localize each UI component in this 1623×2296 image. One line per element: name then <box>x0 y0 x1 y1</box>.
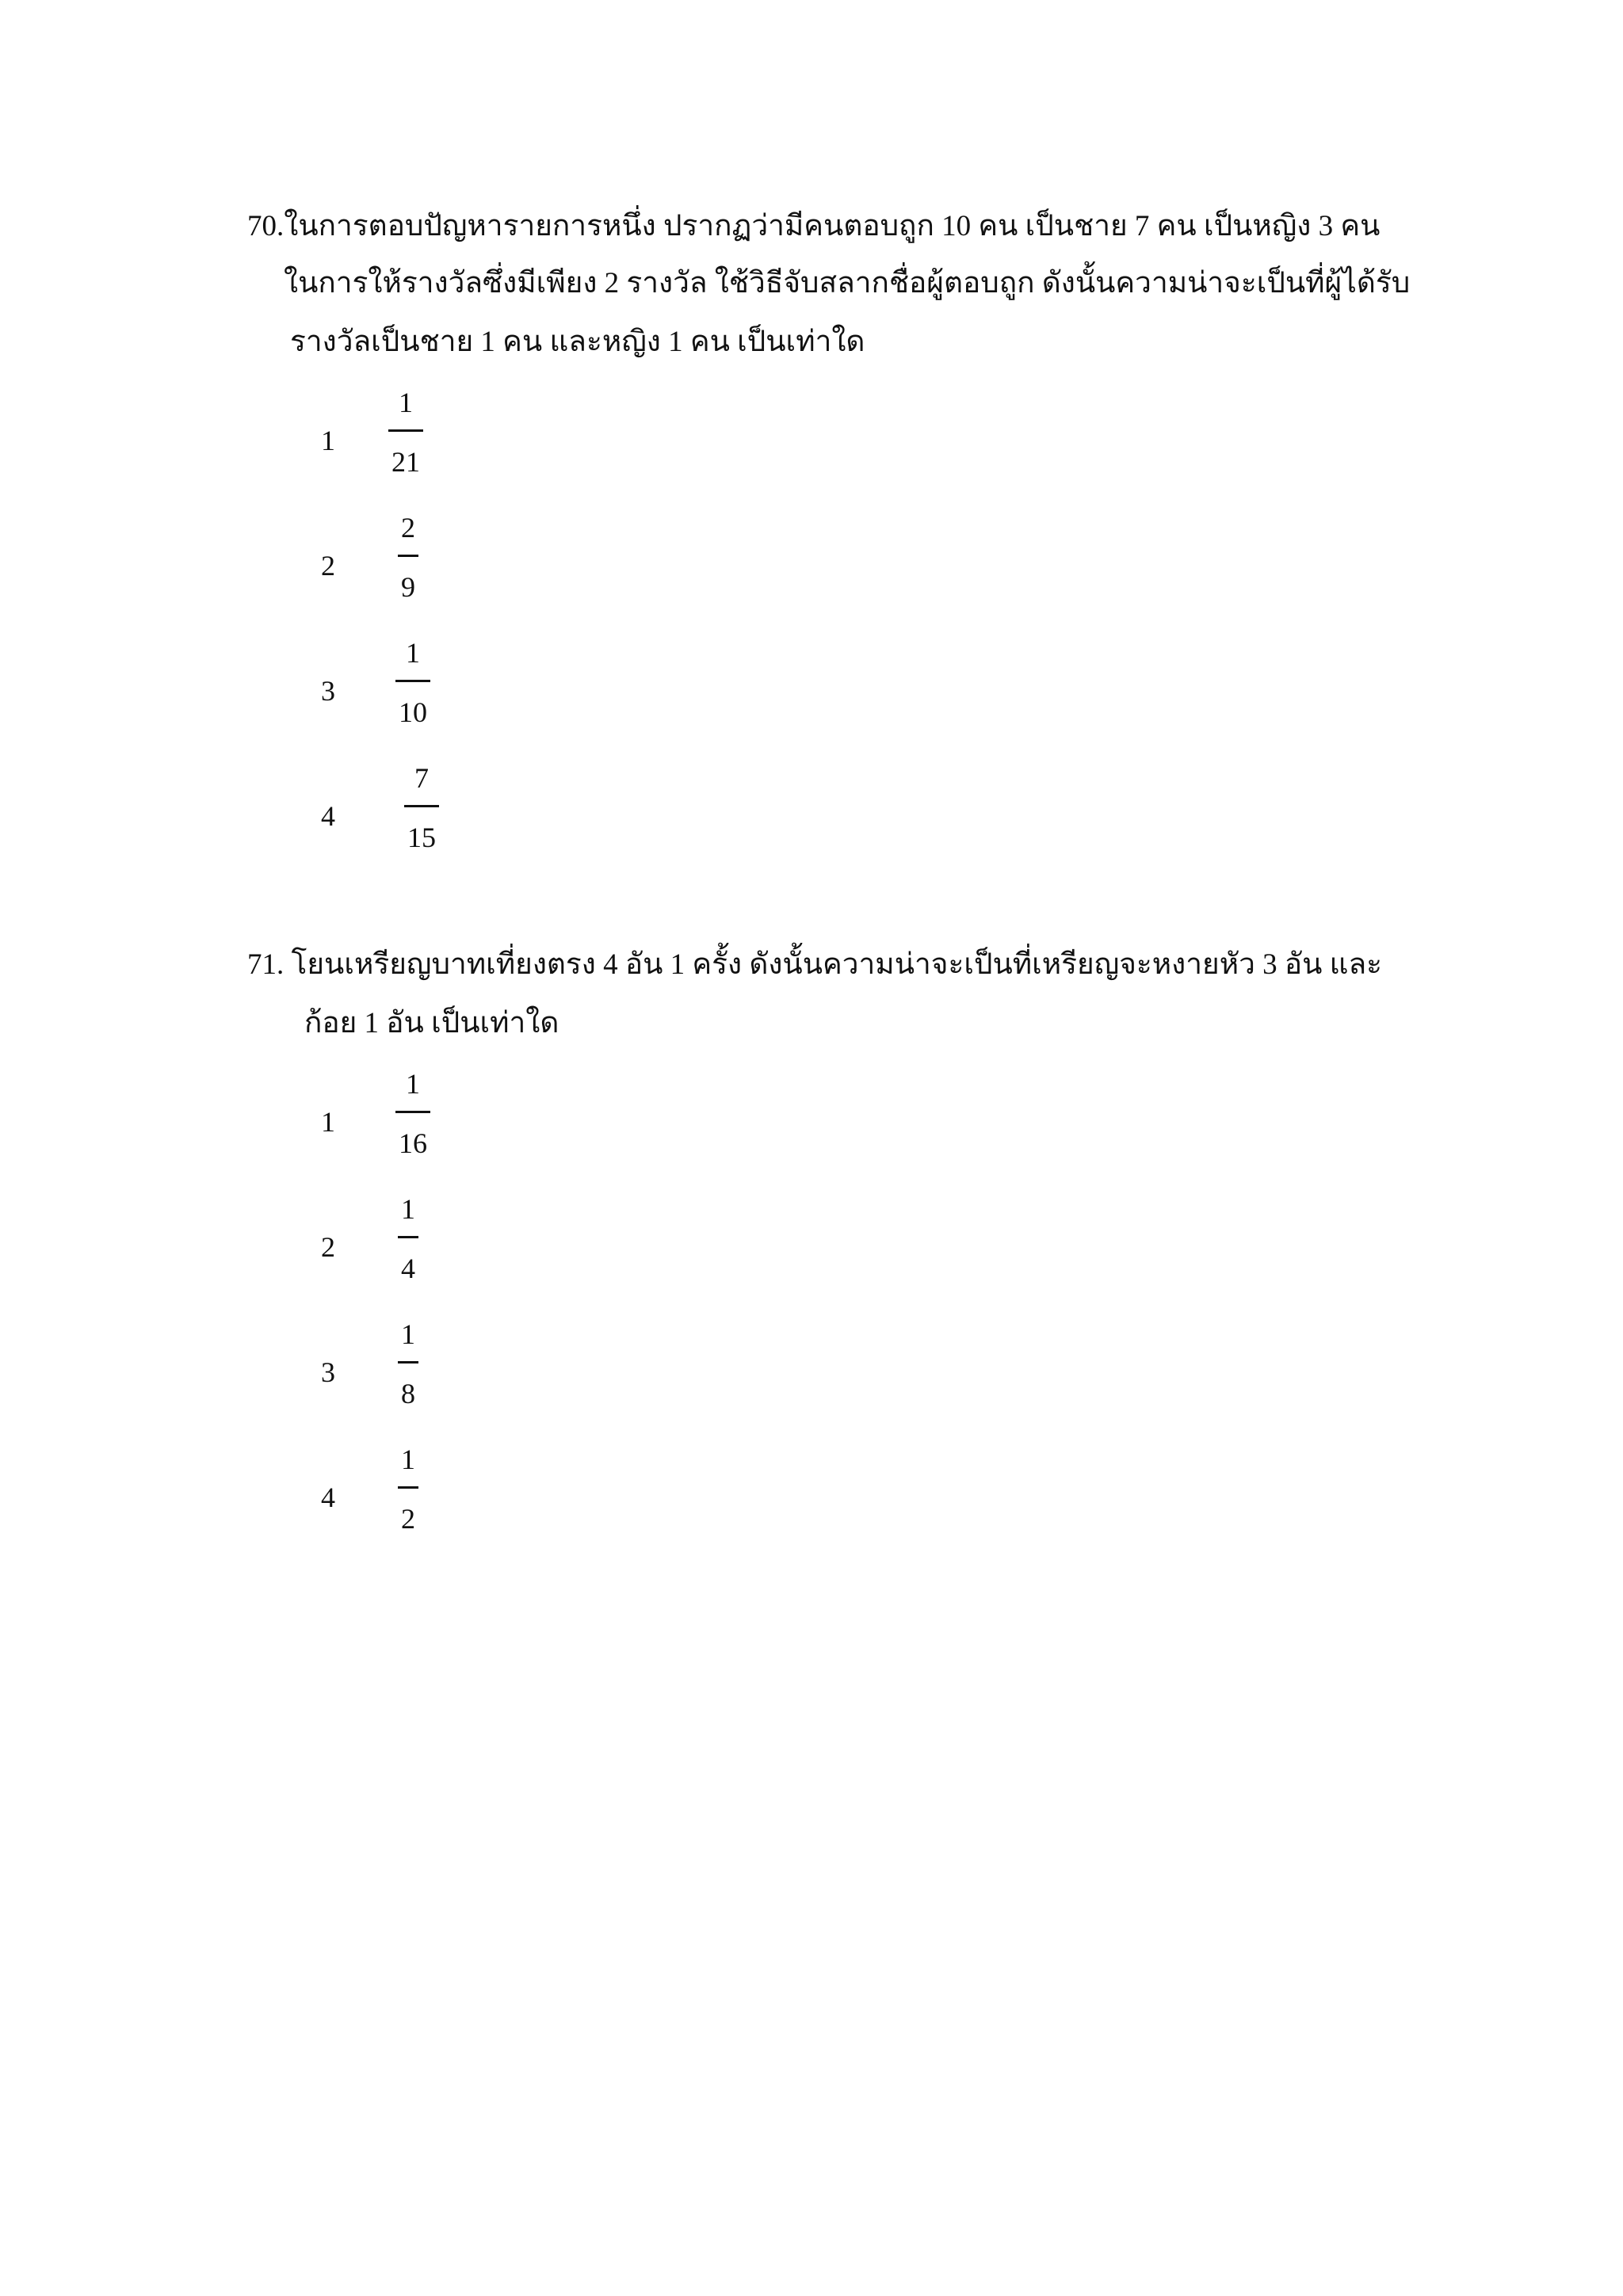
fraction <box>404 764 439 855</box>
fraction-denominator: 8 <box>401 1378 415 1409</box>
fraction-bar <box>398 1486 418 1489</box>
option-number: 2 <box>321 1231 335 1263</box>
fraction <box>398 1445 418 1536</box>
option-number: 2 <box>321 550 335 582</box>
fraction-numerator: 7 <box>414 762 429 794</box>
q70-text-line-1: 70.ในการตอบปัญหารายการหนึ่ง ปรากฏว่ามีคนตอบถูก 10 คน เป็นชาย 7 คน เป็นหญิง 3 คน <box>247 210 1381 242</box>
fraction <box>398 1195 418 1286</box>
fraction-numerator: 1 <box>401 1444 415 1475</box>
fraction-numerator: 1 <box>401 1318 415 1350</box>
fraction-denominator: 4 <box>401 1253 415 1284</box>
fraction-numerator: 1 <box>406 637 420 669</box>
fraction-bar <box>395 1111 430 1113</box>
fraction <box>395 639 430 730</box>
fraction-bar <box>398 1361 418 1363</box>
fraction-numerator: 2 <box>401 512 415 543</box>
option-number: 1 <box>321 1106 335 1138</box>
q71-text-line-1: 71. โยนเหรียญบาทเที่ยงตรง 4 อัน 1 ครั้ง ดังนั้นความน่าจะเป็นที่เหรียญจะหงายหัว 3 อัน และ <box>247 948 1383 981</box>
fraction-denominator: 9 <box>401 571 415 603</box>
fraction-bar <box>398 555 418 557</box>
fraction <box>398 1320 418 1411</box>
option-number: 1 <box>321 425 335 456</box>
fraction <box>395 1070 430 1161</box>
option-number: 4 <box>321 800 335 832</box>
fraction-denominator: 16 <box>399 1127 427 1159</box>
fraction-numerator: 1 <box>406 1068 420 1100</box>
fraction-numerator: 1 <box>399 387 413 418</box>
q71-text-line-2: ก้อย 1 อัน เป็นเท่าใด <box>304 1007 559 1039</box>
fraction-bar <box>388 429 423 432</box>
fraction-denominator: 2 <box>401 1503 415 1535</box>
fraction-denominator: 15 <box>407 822 436 853</box>
fraction <box>388 388 423 479</box>
option-number: 4 <box>321 1482 335 1513</box>
fraction-denominator: 10 <box>399 696 427 728</box>
fraction-denominator: 21 <box>391 446 420 478</box>
option-number: 3 <box>321 1356 335 1388</box>
fraction-numerator: 1 <box>401 1193 415 1225</box>
fraction-bar <box>398 1236 418 1238</box>
fraction-bar <box>395 680 430 682</box>
q70-text-line-2: ในการให้รางวัลซึ่งมีเพียง 2 รางวัล ใช้วิธีจับสลากชื่อผู้ตอบถูก ดังนั้นความน่าจะเป็นที่ผู้ได้รับ <box>284 267 1411 299</box>
fraction-bar <box>404 805 439 807</box>
option-number: 3 <box>321 675 335 707</box>
fraction <box>398 513 418 605</box>
q70-text-line-3: รางวัลเป็นชาย 1 คน และหญิง 1 คน เป็นเท่าใด <box>290 326 865 358</box>
